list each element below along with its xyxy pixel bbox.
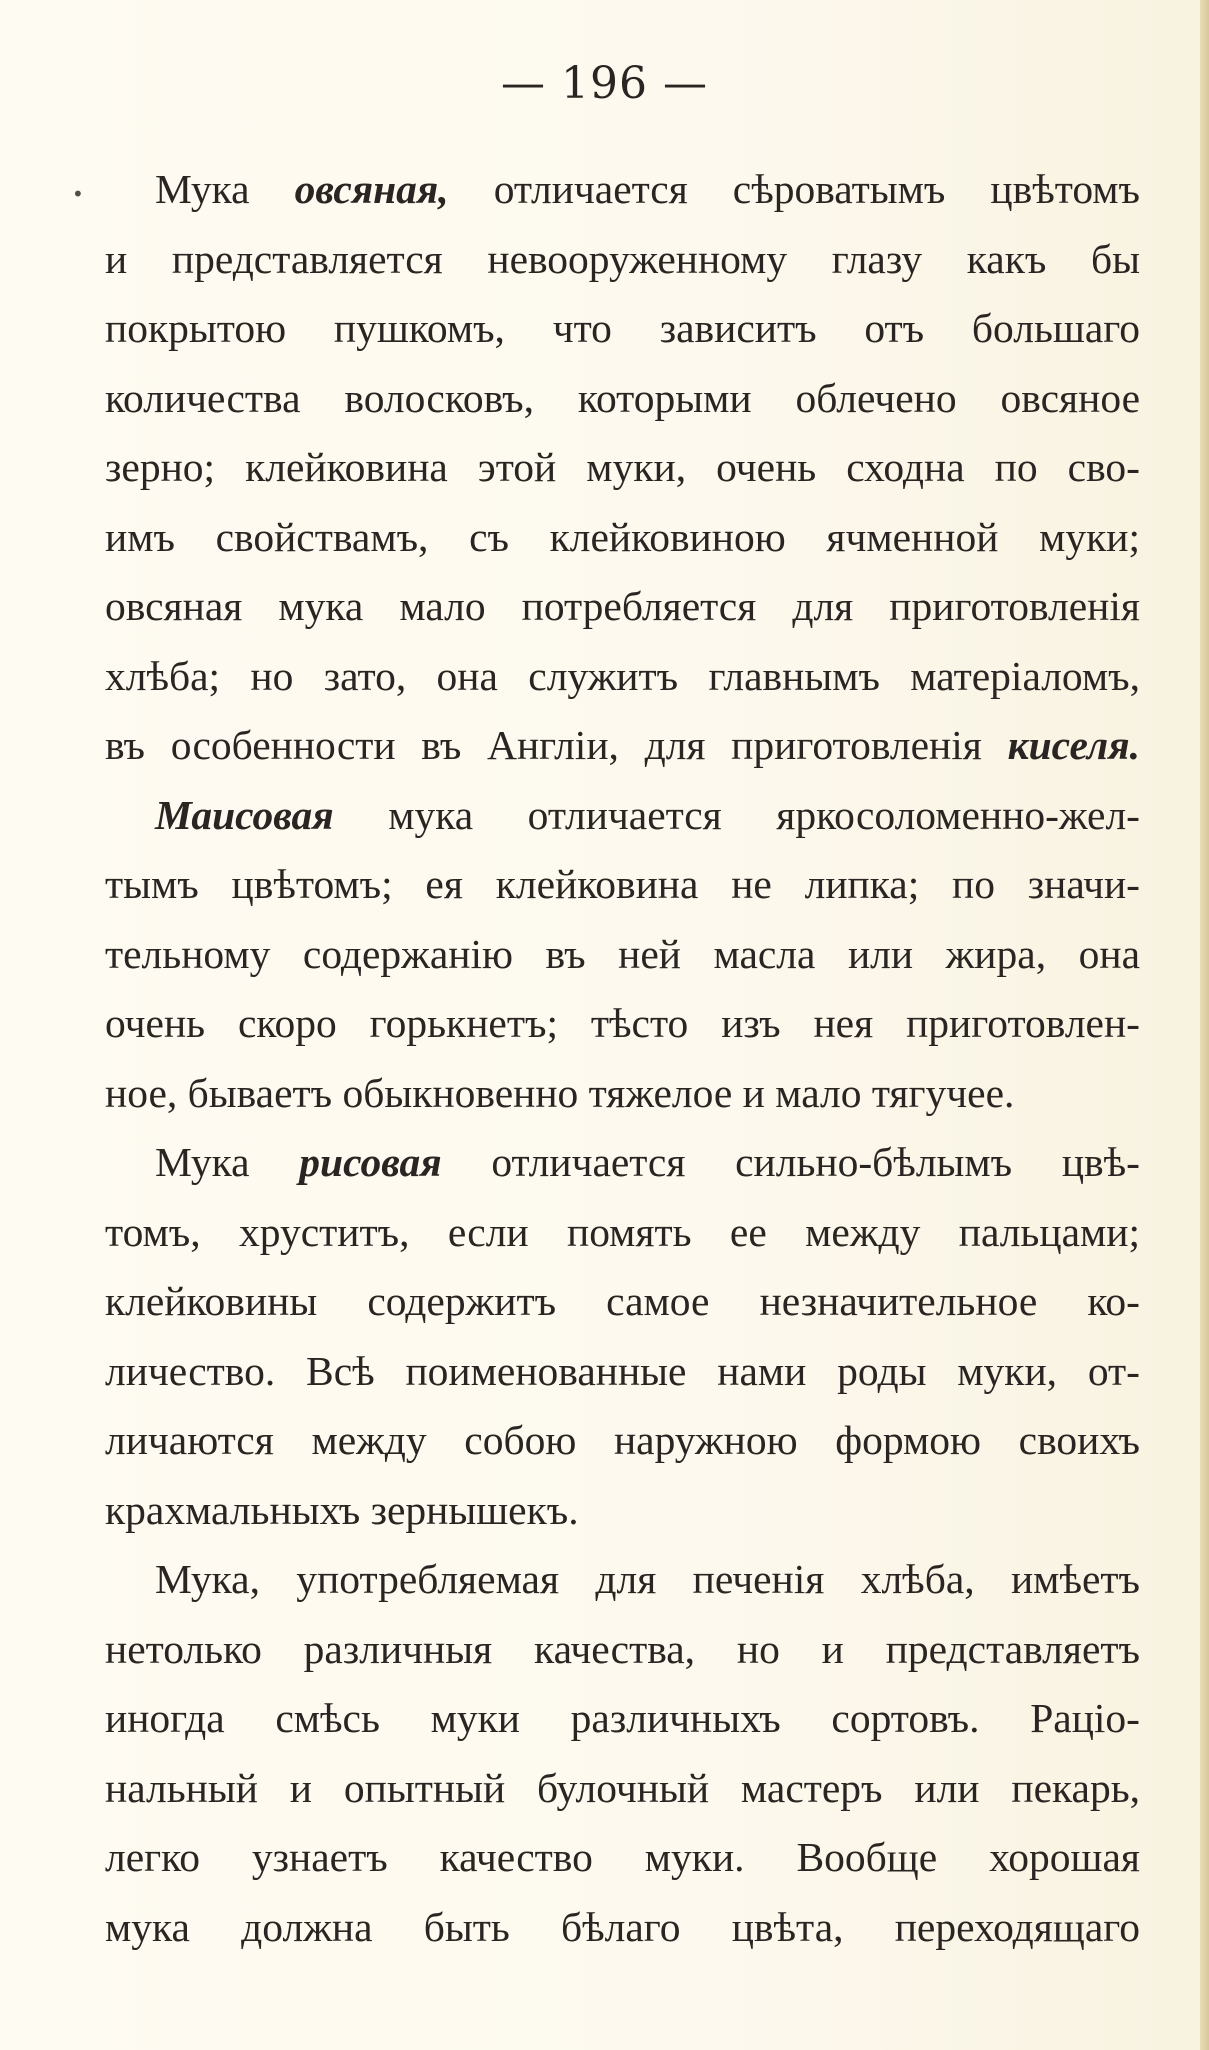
text-segment: и представляется невооруженному глазу какъ бы [105,235,1140,282]
text-line [105,503,1140,573]
text-line [105,1476,1140,1546]
text-segment: крахмальныхъ зернышекъ. [105,1486,579,1533]
text-segment: очень скоро горькнетъ; тѣсто изъ нея приготовлен- [105,1000,1140,1046]
emphasized-term: Маисовая [155,791,334,838]
text-line [105,781,1140,851]
text-line [105,989,1140,1059]
text-line [105,364,1140,434]
text-line [105,1823,1140,1893]
text-segment: Мука, употребляемая для печенія хлѣба, имѣетъ [155,1556,1140,1602]
text-line [105,433,1140,503]
text-segment: тымъ цвѣтомъ; ея клейковина не липка; по значи- [105,861,1140,907]
text-segment: въ особенности въ Англіи, для приготовленія [105,722,1008,768]
text-segment: Мука [155,166,295,212]
body-text [105,155,1140,1962]
text-segment: ное, бываетъ обыкновенно тяжелое и мало тягучее. [105,1069,1015,1116]
text-segment: количества волосковъ, которыми облечено овсяное [105,374,1140,421]
text-line [105,642,1140,712]
text-line [105,1267,1140,1337]
text-line [105,155,1140,225]
text-segment: нальный и опытный булочный мастеръ или пекарь, [105,1764,1140,1811]
text-line [105,1684,1140,1754]
text-segment: личество. Всѣ поименованные нами роды муки, от- [105,1347,1140,1394]
text-segment: легко узнаетъ качество муки. Вообще хорошая [105,1834,1140,1880]
text-line [105,1198,1140,1268]
text-line [105,225,1140,295]
text-line [105,850,1140,920]
text-segment: иногда смѣсь муки различныхъ сортовъ. Раціо- [105,1695,1140,1741]
text-line [105,1754,1140,1824]
text-line [105,711,1140,781]
text-segment: тельному содержанію въ ней масла или жира, она [105,930,1140,977]
text-segment: покрытою пушкомъ, что зависитъ отъ большаго [105,305,1140,351]
text-line [105,1545,1140,1615]
text-line [105,920,1140,990]
text-line [105,1128,1140,1198]
text-segment: хлѣба; но зато, она служитъ главнымъ матеріаломъ, [105,652,1140,699]
text-segment: личаются между собою наружною формою своихъ [105,1417,1140,1463]
page-number: — 196 — [501,58,708,109]
text-line [105,1893,1140,1963]
text-segment: овсяная мука мало потребляется для приготовленія [105,583,1140,629]
page-edge [1200,0,1209,2050]
text-segment: зерно; клейковина этой муки, очень сходна по сво- [105,444,1140,490]
text-line [105,294,1140,364]
text-line [105,1337,1140,1407]
text-segment: имъ свойствамъ, съ клейковиною ячменной муки; [105,513,1140,560]
text-segment: томъ, хруститъ, если помять ее между пальцами; [105,1208,1140,1255]
emphasized-term: рисовая [299,1139,442,1185]
text-segment: нетолько различныя качества, но и представляетъ [105,1625,1140,1672]
text-segment: Мука [155,1139,300,1185]
text-line [105,1059,1140,1129]
text-segment: отличается сильно-бѣлымъ цвѣ- [441,1139,1140,1185]
text-line [105,1406,1140,1476]
margin-mark: • [72,182,84,206]
emphasized-term: овсяная, [294,166,449,212]
text-segment: мука должна быть бѣлаго цвѣта, переходящаго [105,1903,1140,1950]
emphasized-term: киселя. [1007,722,1140,768]
text-segment: мука отличается яркосоломенно-жел- [333,791,1140,838]
text-segment: отличается сѣроватымъ цвѣтомъ [448,166,1140,212]
text-segment: клейковины содержитъ самое незначительное ко- [105,1278,1140,1324]
text-line [105,572,1140,642]
text-line [105,1615,1140,1685]
